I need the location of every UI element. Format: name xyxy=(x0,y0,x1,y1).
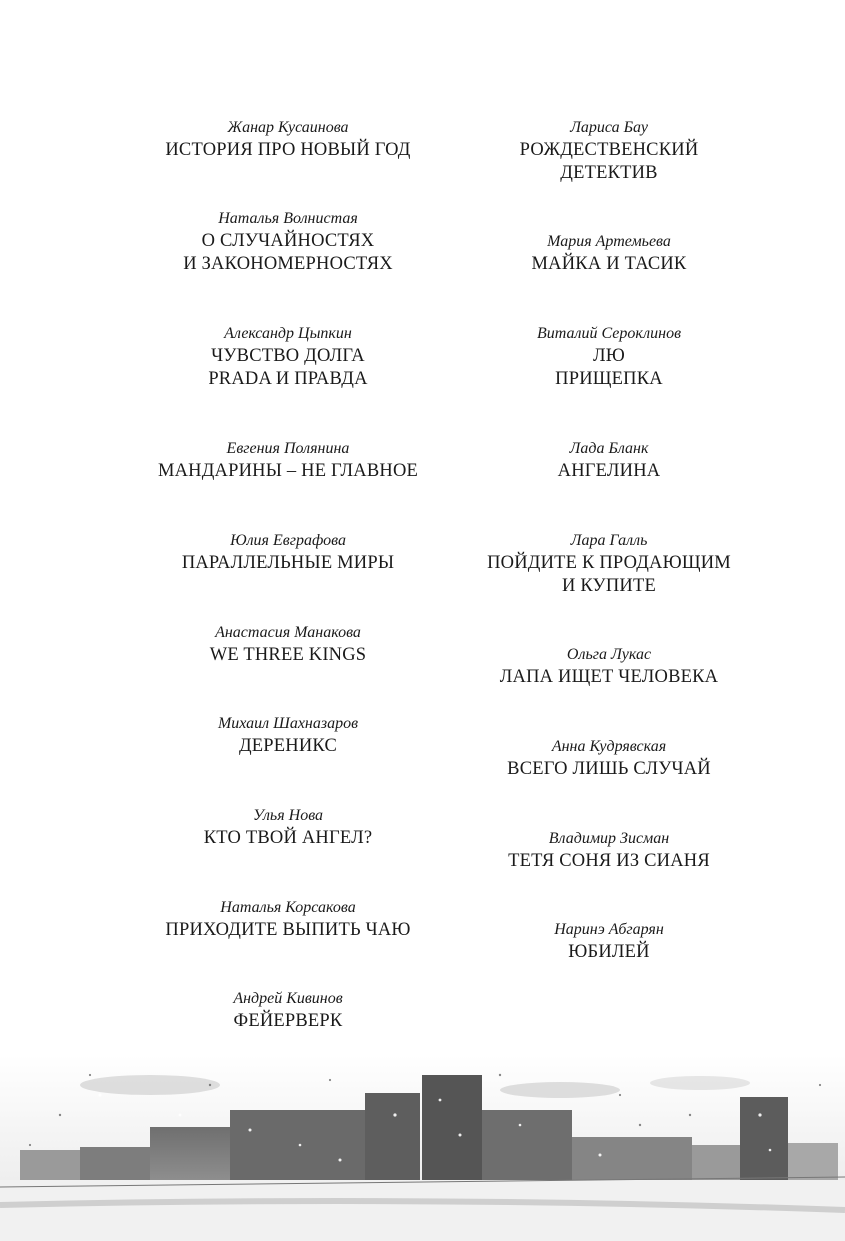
author-name: Александр Цыпкин xyxy=(224,325,352,342)
author-name: Лара Галль xyxy=(570,532,648,549)
toc-entry xyxy=(128,622,448,667)
story-title: ИСТОРИЯ ПРО НОВЫЙ ГОД xyxy=(165,140,411,160)
author-name: Анна Кудрявская xyxy=(551,738,667,755)
author-name: Анастасия Манакова xyxy=(215,624,361,641)
toc-entry xyxy=(128,117,448,162)
author-name: Виталий Сероклинов xyxy=(536,325,682,342)
toc-entry xyxy=(449,828,769,873)
toc-entry xyxy=(128,438,448,483)
story-title: ПОЙДИТЕ К ПРОДАЮЩИМ И КУПИТЕ xyxy=(487,553,731,596)
toc-entry xyxy=(449,736,769,781)
story-title: ПРИХОДИТЕ ВЫПИТЬ ЧАЮ xyxy=(165,920,411,940)
toc-entry xyxy=(449,117,769,185)
story-title: МАНДАРИНЫ – НЕ ГЛАВНОЕ xyxy=(157,461,419,481)
author-name: Евгения Полянина xyxy=(226,440,350,457)
toc-entry xyxy=(128,530,448,575)
toc-entry xyxy=(128,208,448,276)
author-name: Улья Нова xyxy=(252,807,324,824)
story-title: ПАРАЛЛЕЛЬНЫЕ МИРЫ xyxy=(181,553,395,573)
toc-entry xyxy=(449,323,769,391)
toc-entry xyxy=(128,713,448,758)
toc-entry xyxy=(449,530,769,598)
toc-entry xyxy=(449,231,769,276)
snowy-city-illustration xyxy=(0,1055,845,1241)
author-name: Лада Бланк xyxy=(569,440,649,457)
toc-entry xyxy=(128,323,448,391)
story-title: О СЛУЧАЙНОСТЯХ И ЗАКОНОМЕРНОСТЯХ xyxy=(183,231,393,274)
toc-entry xyxy=(128,897,448,942)
author-name: Андрей Кивинов xyxy=(233,990,343,1007)
story-title: ЛЮ ПРИЩЕПКА xyxy=(555,346,663,389)
story-title: WE THREE KINGS xyxy=(209,645,367,665)
story-title: РОЖДЕСТВЕНСКИЙ ДЕТЕКТИВ xyxy=(519,140,699,183)
author-name: Жанар Кусаинова xyxy=(227,119,349,136)
toc-entry xyxy=(128,988,448,1033)
story-title: КТО ТВОЙ АНГЕЛ? xyxy=(203,828,373,848)
toc-entry xyxy=(128,805,448,850)
author-name: Наталья Волнистая xyxy=(218,210,358,227)
author-name: Наринэ Абгарян xyxy=(554,921,664,938)
author-name: Лариса Бау xyxy=(570,119,648,136)
story-title: ЮБИЛЕЙ xyxy=(568,942,650,962)
toc-entry xyxy=(449,919,769,964)
author-name: Ольга Лукас xyxy=(566,646,652,663)
story-title: ВСЕГО ЛИШЬ СЛУЧАЙ xyxy=(507,759,711,779)
story-title: ТЕТЯ СОНЯ ИЗ СИАНЯ xyxy=(508,851,710,871)
author-name: Наталья Корсакова xyxy=(220,899,356,916)
story-title: ДЕРЕНИКС xyxy=(238,736,338,756)
author-name: Владимир Зисман xyxy=(548,830,670,847)
story-title: ЧУВСТВО ДОЛГА PRADA И ПРАВДА xyxy=(208,346,368,389)
author-name: Михаил Шахназаров xyxy=(217,715,359,732)
author-name: Мария Артемьева xyxy=(547,233,671,250)
toc-entry xyxy=(449,438,769,483)
story-title: МАЙКА И ТАСИК xyxy=(531,254,687,274)
story-title: АНГЕЛИНА xyxy=(557,461,661,481)
story-title: ФЕЙЕРВЕРК xyxy=(233,1011,343,1031)
toc-entry xyxy=(449,644,769,689)
author-name: Юлия Евграфова xyxy=(230,532,346,549)
story-title: ЛАПА ИЩЕТ ЧЕЛОВЕКА xyxy=(499,667,719,687)
